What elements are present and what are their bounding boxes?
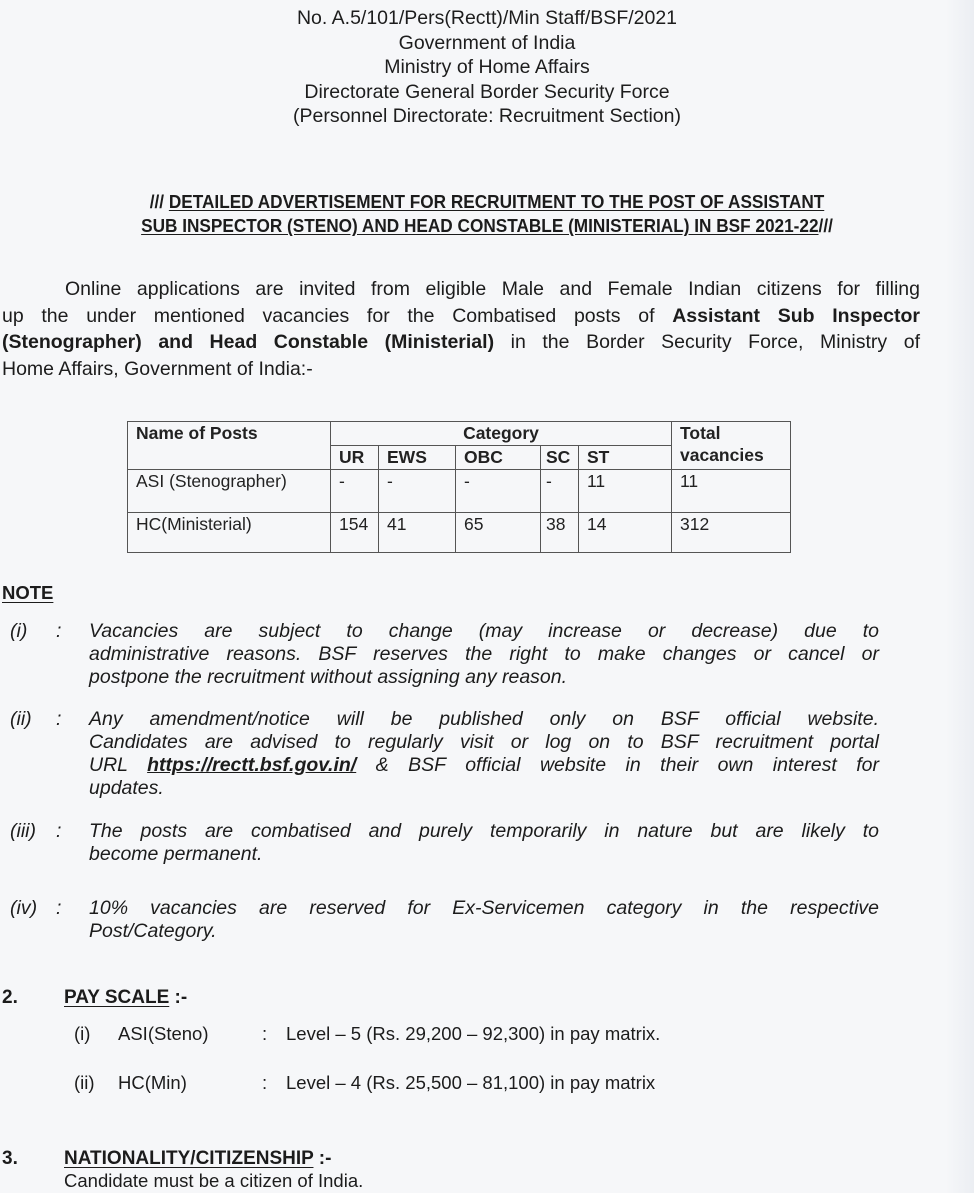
- note-heading: NOTE: [2, 582, 54, 603]
- cell-ur: -: [331, 470, 379, 513]
- intro-line-2: [2, 303, 920, 330]
- pay-item-value: Level – 4 (Rs. 25,500 – 81,100) in pay matrix: [286, 1072, 656, 1093]
- header-total-vacancies: [672, 422, 791, 470]
- pay-item-number: (ii): [74, 1072, 95, 1093]
- title-text-1: DETAILED ADVERTISEMENT FOR RECRUITMENT TO THE POST OF ASSISTANT: [168, 191, 825, 212]
- note-line: Any amendment/notice will be published only on BSF official website.: [89, 708, 879, 730]
- intro-text-2a: up the under mentioned vacancies for the Combatised posts of: [2, 304, 673, 327]
- note-line: The posts are combatised and purely temporarily in nature but are likely to: [89, 820, 879, 842]
- intro-paragraph: [2, 276, 920, 382]
- reference-number: No. A.5/101/Pers(Rectt)/Min Staff/BSF/2021: [296, 7, 678, 29]
- intro-text-3b: in the Border Security Force, Ministry of: [494, 331, 920, 353]
- page-edge-shadow: [946, 0, 974, 1193]
- note-line: updates.: [89, 777, 164, 799]
- pay-item-number: (i): [74, 1023, 91, 1044]
- section-number: 2.: [2, 987, 18, 1008]
- section-title-suffix: :-: [313, 1148, 332, 1169]
- intro-line-3: [2, 329, 920, 356]
- cell-total: 11: [672, 470, 791, 513]
- title-line-2: [34, 214, 940, 238]
- intro-bold-posts: (Stenographer) and Head Constable (Ministerial): [2, 331, 495, 353]
- note-colon: :: [56, 820, 62, 842]
- pay-item-value: Level – 5 (Rs. 29,200 – 92,300) in pay matrix.: [286, 1023, 661, 1044]
- note-colon: :: [56, 897, 62, 919]
- note-line: administrative reasons. BSF reserves the right to make changes or cancel or: [89, 643, 879, 665]
- intro-text-1: Online applications are invited from eligible Male and Female Indian citizens for filling: [65, 278, 920, 300]
- header-obc: OBC: [456, 446, 541, 470]
- table-row: [128, 513, 791, 553]
- title-line-1: [34, 190, 940, 214]
- cell-ews: -: [379, 470, 456, 513]
- nationality-section-heading: [0, 1148, 974, 1170]
- pay-scale-section-heading: [0, 987, 974, 1011]
- note-line: Post/Category.: [89, 920, 217, 942]
- cell-st: 11: [579, 470, 672, 513]
- cell-ews: 41: [379, 513, 456, 553]
- header-ministry: Ministry of Home Affairs: [384, 56, 590, 78]
- note-colon: :: [56, 620, 62, 642]
- pay-item-post: ASI(Steno): [118, 1023, 209, 1044]
- intro-line-1: [2, 276, 920, 303]
- cell-post: ASI (Stenographer): [128, 470, 331, 513]
- section-title: [64, 1148, 331, 1170]
- section-number: 3.: [2, 1148, 18, 1169]
- header-category: Category: [331, 422, 672, 446]
- note-line: postpone the recruitment without assigning any reason.: [89, 666, 568, 688]
- header-total-l1: Total: [680, 423, 721, 443]
- section-title: [64, 987, 187, 1009]
- header-sc: SC: [541, 446, 579, 470]
- note-line: become permanent.: [89, 843, 263, 865]
- header-ews: EWS: [379, 446, 456, 470]
- pay-item-post: HC(Min): [118, 1072, 187, 1093]
- note-number: (i): [10, 620, 28, 642]
- note-line: 10% vacancies are reserved for Ex-Servicemen category in the respective: [89, 897, 879, 919]
- table-header-row-1: [128, 422, 791, 446]
- title-prefix: ///: [149, 191, 165, 212]
- note-line: [89, 754, 879, 777]
- cell-obc: 65: [456, 513, 541, 553]
- cell-obc: -: [456, 470, 541, 513]
- cell-sc: 38: [541, 513, 579, 553]
- header-st: ST: [579, 446, 672, 470]
- note-item-4: [10, 897, 925, 945]
- note-colon: :: [56, 708, 62, 730]
- section-title-text: PAY SCALE: [64, 987, 170, 1008]
- pay-scale-item: [0, 1072, 974, 1096]
- vacancy-table: [127, 421, 791, 553]
- table-row: [128, 470, 791, 513]
- cell-ur: 154: [331, 513, 379, 553]
- note-item-1: [10, 620, 925, 690]
- header-section: (Personnel Directorate: Recruitment Section): [293, 105, 681, 127]
- section-title-text: NATIONALITY/CITIZENSHIP: [64, 1148, 314, 1169]
- intro-line-4: [2, 356, 920, 383]
- pay-item-colon: :: [262, 1023, 268, 1044]
- header-name-of-posts: Name of Posts: [128, 422, 331, 470]
- pay-scale-item: [0, 1023, 974, 1047]
- intro-bold-asi: Assistant Sub Inspector: [672, 304, 920, 327]
- header-government: Government of India: [398, 32, 576, 54]
- note-number: (ii): [10, 708, 32, 730]
- intro-text-4: Home Affairs, Government of India:-: [2, 357, 313, 380]
- cell-st: 14: [579, 513, 672, 553]
- title-suffix: ///: [818, 215, 833, 236]
- header-ur: UR: [331, 446, 379, 470]
- note-line: Vacancies are subject to change (may increase or decrease) due to: [89, 620, 879, 642]
- header-directorate: Directorate General Border Security Force: [304, 81, 670, 103]
- note-item-2: [10, 708, 925, 803]
- cell-sc: -: [541, 470, 579, 513]
- section-title-suffix: :-: [169, 987, 188, 1008]
- note-number: (iv): [10, 897, 38, 919]
- note-text: URL: [89, 754, 148, 776]
- note-item-3: [10, 820, 925, 868]
- note-number: (iii): [10, 820, 36, 842]
- header-total-l2: vacancies: [680, 445, 764, 465]
- pay-item-colon: :: [262, 1072, 268, 1093]
- cell-total: 312: [672, 513, 791, 553]
- note-line: Candidates are advised to regularly visit or log on to BSF recruitment portal: [89, 731, 879, 753]
- recruitment-portal-link[interactable]: https://rectt.bsf.gov.in/: [147, 754, 357, 776]
- nationality-text: Candidate must be a citizen of India.: [64, 1170, 364, 1191]
- note-text: & BSF official website in their own interest for: [356, 754, 879, 776]
- title-text-2: SUB INSPECTOR (STENO) AND HEAD CONSTABLE (MINISTERIAL) IN BSF 2021-22: [141, 215, 819, 236]
- cell-post: HC(Ministerial): [128, 513, 331, 553]
